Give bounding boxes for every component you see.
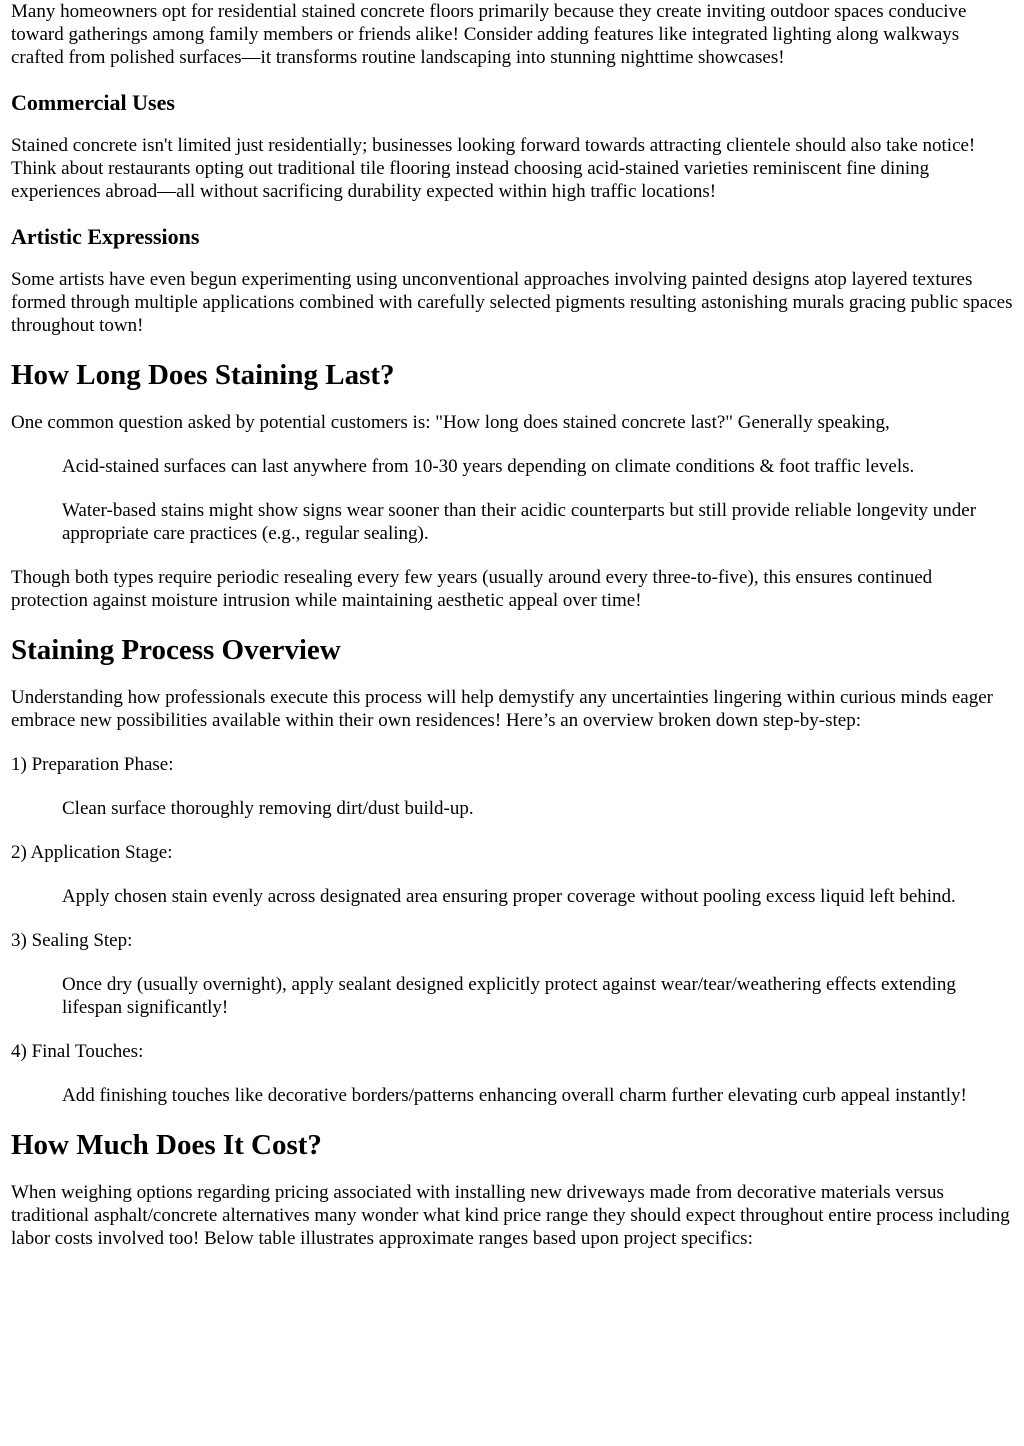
step-detail: Add finishing touches like decorative borders/patterns enhancing overall charm further elevating curb appeal instantly! [62,1085,967,1106]
how-long-heading: How Long Does Staining Last? [11,359,395,391]
longevity-item: Acid-stained surfaces can last anywhere from 10-30 years depending on climate conditions & foot traffic levels. [62,456,915,477]
process-paragraph: Understanding how professionals execute this process will help demystify any uncertainties lingering within curious minds eager embrace new possibilities available within their own residences! Here’s an overview broken down step-by-step: [11,687,993,731]
step-label: 3) Sealing Step: [11,930,133,951]
step-label: 4) Final Touches: [11,1041,144,1062]
step-label: 2) Application Stage: [11,842,173,863]
cost-heading: How Much Does It Cost? [11,1129,322,1161]
how-long-paragraph: One common question asked by potential customers is: "How long does stained concrete last?" Generally speaking, [11,412,890,433]
longevity-item: Water-based stains might show signs wear sooner than their acidic counterparts but still provide reliable longevity under appropriate care practices (e.g., regular sealing). [62,500,977,544]
commercial-uses-paragraph: Stained concrete isn't limited just residentially; businesses looking forward towards attracting clientele should also take notice! Think about restaurants opting out traditional tile flooring instead choosing acid-stained varieties reminiscent fine dining experiences abroad—all without sacrificing durability expected within high traffic locations! [11,135,976,202]
step-detail: Apply chosen stain evenly across designated area ensuring proper coverage without pooling excess liquid left behind. [62,886,956,907]
cost-paragraph: When weighing options regarding pricing associated with installing new driveways made from decorative materials versus traditional asphalt/concrete alternatives many wonder what kind price range they should expect throughout entire process including labor costs involved too! Below table illustrates approximate ranges based upon project specifics: [11,1182,1010,1249]
how-long-closing: Though both types require periodic resealing every few years (usually around every three-to-five), this ensures continued protection against moisture intrusion while maintaining aesthetic appeal over time! [11,567,933,611]
artistic-expressions-paragraph: Some artists have even begun experimenting using unconventional approaches involving painted designs atop layered textures formed through multiple applications combined with carefully selected pigments resulting astonishing murals gracing public spaces throughout town! [11,269,1013,336]
process-heading: Staining Process Overview [11,634,341,666]
intro-paragraph: Many homeowners opt for residential stained concrete floors primarily because they create inviting outdoor spaces conducive toward gatherings among family members or friends alike! Consider adding features like integrated lighting along walkways crafted from polished surfaces—it transforms routine landscaping into stunning nighttime showcases! [11,1,967,68]
commercial-uses-heading: Commercial Uses [11,90,175,115]
artistic-expressions-heading: Artistic Expressions [11,224,200,249]
step-detail: Clean surface thoroughly removing dirt/dust build-up. [62,798,474,819]
step-label: 1) Preparation Phase: [11,754,174,775]
step-detail: Once dry (usually overnight), apply sealant designed explicitly protect against wear/tear/weathering effects extending lifespan significantly! [62,974,956,1018]
